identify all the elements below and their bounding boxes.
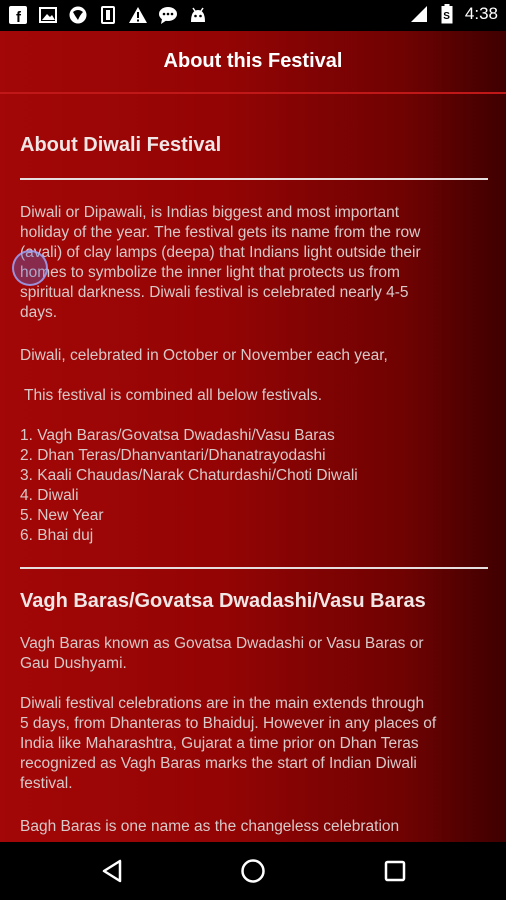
android-icon [188,6,208,24]
list-item: 5. New Year [20,507,104,524]
signal-icon [409,5,429,23]
paragraph-line: holiday of the year. The festival gets its name from the row [20,224,421,241]
paragraph-line: homes to symbolize the inner light that protects us from [20,264,400,281]
paragraph-line: festival. [20,775,73,792]
chat-icon [158,6,178,24]
status-bar [0,0,506,31]
combined-paragraph: This festival is combined all below festivals. [20,387,323,404]
page-title: About this Festival [163,50,343,72]
paragraph-line: Gau Dushyami. [20,655,127,672]
paragraph-line: Bagh Baras is one name as the changeless celebration [20,818,400,835]
list-item: 6. Bhai duj [20,527,94,544]
section-heading-about: About Diwali Festival [20,134,222,156]
section-divider [20,178,488,180]
facebook-icon [8,6,28,24]
browser-icon [68,6,88,24]
list-item: 3. Kaali Chaudas/Narak Chaturdashi/Choti Diwali [20,467,358,484]
notification-icons [8,6,208,24]
battery-icon [437,5,457,23]
home-circle-icon[interactable] [238,856,268,886]
list-item: 4. Diwali [20,487,79,504]
svg-text:S: S [443,11,450,22]
paragraph-line: Diwali festival celebrations are in the main extends through [20,695,425,712]
back-triangle-icon[interactable] [97,856,127,886]
festival-list [20,426,488,546]
celebrations-paragraph [20,694,488,794]
sim-icon [98,6,118,24]
toolbar [0,31,506,94]
paragraph-line: Diwali or Dipawali, is Indias biggest and most important [20,204,400,221]
svg-text:f: f [16,9,21,24]
paragraph-line: India like Maharashtra, Gujarat a time prior on Dhan Teras [20,735,419,752]
vagh-baras-paragraph [20,634,488,674]
image-icon [38,6,58,24]
list-item: 1. Vagh Baras/Govatsa Dwadashi/Vasu Baras [20,427,335,444]
paragraph-line: Vagh Baras known as Govatsa Dwadashi or Vasu Baras or [20,635,424,652]
bagh-baras-paragraph [20,817,488,837]
paragraph-line: spiritual darkness. Diwali festival is celebrated nearly 4-5 [20,284,409,301]
app-screen [0,31,506,842]
paragraph-line: (avali) of clay lamps (deepa) that Indians light outside their [20,244,421,261]
section-heading-vagh-baras: Vagh Baras/Govatsa Dwadashi/Vasu Baras [20,590,426,612]
celebration-paragraph: Diwali, celebrated in October or November each year, [20,347,388,364]
status-time: 4:38 [464,4,498,23]
touch-indicator [12,250,48,286]
about-paragraph [20,203,488,323]
navigation-bar [0,842,506,900]
warning-icon [128,6,148,24]
section-divider [20,567,488,569]
list-item: 2. Dhan Teras/Dhanvantari/Dhanatrayodashi [20,447,326,464]
festival-content[interactable] [20,92,488,837]
paragraph-line: days. [20,304,58,321]
paragraph-line: recognized as Vagh Baras marks the start of Indian Diwali [20,755,417,772]
recents-square-icon[interactable] [380,856,410,886]
paragraph-line: 5 days, from Dhanteras to Bhaiduj. However in any places of [20,715,437,732]
